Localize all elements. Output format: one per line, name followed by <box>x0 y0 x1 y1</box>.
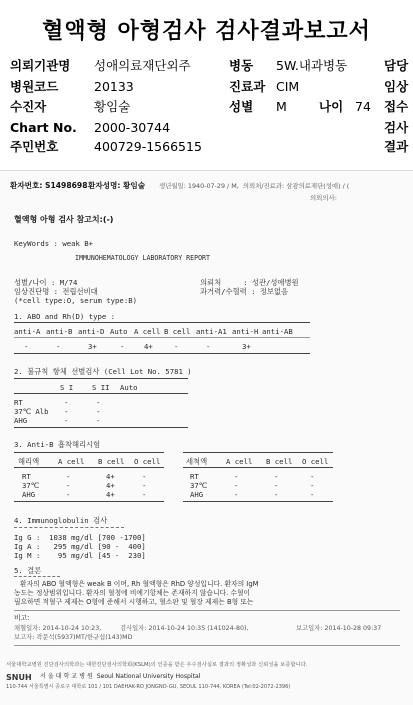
tested-date: 검사일자: 2014-10-24 10:35 (141024-80), <box>120 625 249 632</box>
section1-title: 1. ABO and Rh(D) type : <box>14 312 116 321</box>
igm-line: Ig M : 95 mg/dl [45 - 230] <box>14 551 146 560</box>
wash-cell-2-0: - <box>234 490 239 499</box>
abo-value-1: - <box>56 342 61 351</box>
section3-title: 3. Anti-B 흡착해리시험 <box>14 440 101 449</box>
section3-right-bottom-rule <box>183 501 333 502</box>
section1-mid-rule <box>14 337 310 338</box>
elution-cell-2-1: 4+ <box>106 490 115 499</box>
abo-header-3: Auto <box>110 327 128 336</box>
section5-rule <box>14 576 60 577</box>
requester-value: 성애의료재단외주 <box>94 58 191 73</box>
section1-bottom-rule <box>14 353 310 354</box>
elution-cell-2-0: - <box>66 490 71 499</box>
abo-header-4: A cell <box>134 327 161 336</box>
scanned-report <box>0 170 413 705</box>
wash-cell-2-2: - <box>310 490 315 499</box>
owner-label: 담당 <box>384 58 409 73</box>
rrn-value: 400729-1566515 <box>94 139 202 154</box>
section3-left-bottom-rule <box>14 501 164 502</box>
patient-value: 황임술 <box>94 99 131 114</box>
wash-header-3: O cell <box>302 457 329 466</box>
screen-cell-0-1: - <box>96 398 101 407</box>
section2-mid-rule <box>14 393 188 394</box>
ward-label: 병동 <box>229 58 254 73</box>
scan-patient-name: 환자성명: 황임술 <box>88 181 146 190</box>
scan-dx: 임상진단명 : 전립선비대 <box>14 287 98 296</box>
scan-report-heading: 혈액형 아형 검사 참고치:(-) <box>14 215 114 224</box>
elution-cell-0-2: - <box>142 472 147 481</box>
scan-history: 과거력/수혈력 : 정보없음 <box>200 287 289 296</box>
scan-doctor: 의뢰의사: <box>310 194 337 202</box>
wash-cell-1-2: - <box>310 481 315 490</box>
elution-cell-1-1: 4+ <box>106 481 115 490</box>
sex-label: 성별 <box>229 99 254 114</box>
abo-header-6: anti-A1 <box>196 327 227 336</box>
abo-value-4: 4+ <box>144 342 153 351</box>
screen-cell-1-0: - <box>64 407 69 416</box>
elution-cell-1-2: - <box>142 481 147 490</box>
abo-value-7: 3+ <box>242 342 251 351</box>
section4-title: 4. Immunoglobulin 검사 <box>14 516 108 525</box>
scan-sexage: 성별/나이 : M/74 <box>14 278 78 287</box>
conclusion-line-3: 필요하면 적혈구 제제는 O형에 준해서 시행하고, 혈소판 및 혈장 제제는 B형 또는 <box>14 598 254 606</box>
conclusion-line-2: 농도는 정상범위입니다. 환자의 혈청에 비예기항체는 존재하지 않습니다. 수혈이 <box>14 589 251 597</box>
scan-institution: 의뢰처 : 성관/성애병원 <box>200 278 299 287</box>
section3-left-top-rule <box>14 452 164 453</box>
abo-header-2: anti-D <box>78 327 105 336</box>
rrn-label: 주민번호 <box>10 139 59 154</box>
wash-row-label-0: RT <box>190 472 199 481</box>
wash-cell-2-1: - <box>274 490 279 499</box>
chart-value: 2000-30744 <box>94 120 171 135</box>
received-date: 채혈일자: 2014-10-24 10:23, <box>14 625 102 632</box>
wash-header-0: 세척액 <box>186 457 208 466</box>
inspect-label: 검사 <box>384 120 409 135</box>
elution-cell-1-0: - <box>66 481 71 490</box>
hospital-address: 110-744 서울특별시 종로구 대학로 101 / 101 DAEHAK-RO JONGNO-GU, SEOUL 110-744, KOREA (Tel:02-2072-2396) <box>6 684 291 690</box>
section3-left-mid-rule <box>14 467 164 468</box>
requester-label: 의뢰기관명 <box>10 58 71 73</box>
elution-cell-0-1: 4+ <box>106 472 115 481</box>
elution-row-label-0: RT <box>22 472 31 481</box>
abo-value-0: - <box>24 342 29 351</box>
result-label: 결과 <box>384 139 409 154</box>
section3-right-top-rule <box>183 452 333 453</box>
ward-value: 5W.내과병동 <box>276 58 348 73</box>
elution-row-label-2: AHG <box>22 490 36 499</box>
scan-patient-id: 환자번호: S1498698 <box>10 181 88 190</box>
scan-cell: (*cell type:O, serum type:B) <box>14 296 138 305</box>
reported-date: 보고일자: 2014-10-28 09:37 <box>296 625 382 632</box>
abo-header-7: anti-H <box>232 327 259 336</box>
footer-rule <box>14 645 400 646</box>
chart-label: Chart No. <box>10 120 77 135</box>
clinical-label: 임상 <box>384 79 409 94</box>
reporter: 보고자: 곽문석(5937)MT/한규섭(143)MD <box>14 634 133 641</box>
abo-header-0: anti-A <box>14 327 41 336</box>
sex-value: M <box>276 99 287 114</box>
screen-cell-1-1: - <box>96 407 101 416</box>
dept-value: CIM <box>276 79 300 94</box>
wash-cell-1-0: - <box>234 481 239 490</box>
wash-row-label-2: AHG <box>190 490 204 499</box>
wash-cell-0-0: - <box>234 472 239 481</box>
certification-text: 서울대학교병원 진단검사의학과는 대한진단검사의학회(KSLM)의 인증을 받은 우수검사실로 결과의 정확성과 신뢰성을 보증합니다. <box>6 662 308 668</box>
hospital-name: 서 울 대 학 교 병 원 Seoul National University Hospital <box>40 673 201 680</box>
abo-header-8: anti-AB <box>262 327 293 336</box>
scan-sub-heading: IMMUNOHEMATOLOGY LABORATORY REPORT <box>75 254 210 262</box>
remarks-rule <box>14 610 400 611</box>
elution-row-label-1: 37℃ <box>22 481 39 490</box>
screen-row-label-2: AHG <box>14 416 28 425</box>
abo-value-2: 3+ <box>88 342 97 351</box>
wash-cell-0-2: - <box>310 472 315 481</box>
wash-row-label-1: 37℃ <box>190 481 207 490</box>
scan-keywords: KeyWords : weak B+ <box>14 239 94 248</box>
screen-header-1: S II <box>92 383 110 392</box>
abo-value-5: - <box>174 342 179 351</box>
screen-row-label-0: RT <box>14 398 23 407</box>
section2-bottom-rule <box>14 427 188 428</box>
section1-top-rule <box>14 322 310 323</box>
wash-header-1: A cell <box>226 457 253 466</box>
section2-top-rule <box>14 378 188 379</box>
elution-header-3: O cell <box>134 457 161 466</box>
snuh-logo: SNUH <box>6 673 32 682</box>
wash-header-2: B cell <box>266 457 293 466</box>
igg-line: Ig G : 1038 mg/dl [700 -1700] <box>14 533 146 542</box>
abo-header-5: B cell <box>164 327 191 336</box>
iga-line: Ig A : 295 mg/dl [90 - 400] <box>14 542 146 551</box>
elution-header-0: 해리액 <box>18 457 40 466</box>
conclusion-line-1: 환자의 ABO 혈액형은 weak B 이며, Rh 혈액형은 RhD 양성입니다. 환자의 IgM <box>20 580 259 588</box>
hospital-code-label: 병원코드 <box>10 79 59 94</box>
scan-patient-dob: 생년월일: 1940-07-29 / M, 의뢰처/진료과: 삼광의료재단(성애) / ( <box>159 182 350 190</box>
screen-header-0: S I <box>60 383 74 392</box>
wash-cell-0-1: - <box>274 472 279 481</box>
abo-value-3: - <box>120 342 125 351</box>
screen-row-label-1: 37℃ Alb <box>14 407 49 416</box>
section4-rule <box>14 527 124 528</box>
age-label: 나이 <box>319 99 344 114</box>
received-label: 접수 <box>384 99 409 114</box>
remarks-label: 비고: <box>14 614 30 622</box>
elution-header-1: A cell <box>58 457 85 466</box>
section3-right-mid-rule <box>183 467 333 468</box>
abo-header-1: anti-B <box>46 327 73 336</box>
dept-label: 진료과 <box>229 79 266 94</box>
section2-title: 2. 불규칙 항체 선별검사 (Cell Lot No. 5781 ) <box>14 367 192 376</box>
screen-cell-2-1: - <box>96 416 101 425</box>
screen-cell-0-0: - <box>64 398 69 407</box>
screen-header-2: Auto <box>120 383 138 392</box>
section5-title: 5. 결론 <box>14 566 42 575</box>
age-value: 74 <box>355 99 371 114</box>
page-title: 혈액형 아형검사 검사결과보고서 <box>42 19 371 44</box>
screen-cell-2-0: - <box>64 416 69 425</box>
abo-value-6: - <box>206 342 211 351</box>
elution-header-2: B cell <box>98 457 125 466</box>
elution-cell-0-0: - <box>66 472 71 481</box>
patient-label: 수진자 <box>10 99 47 114</box>
hospital-code-value: 20133 <box>94 79 134 94</box>
wash-cell-1-1: - <box>274 481 279 490</box>
elution-cell-2-2: - <box>142 490 147 499</box>
